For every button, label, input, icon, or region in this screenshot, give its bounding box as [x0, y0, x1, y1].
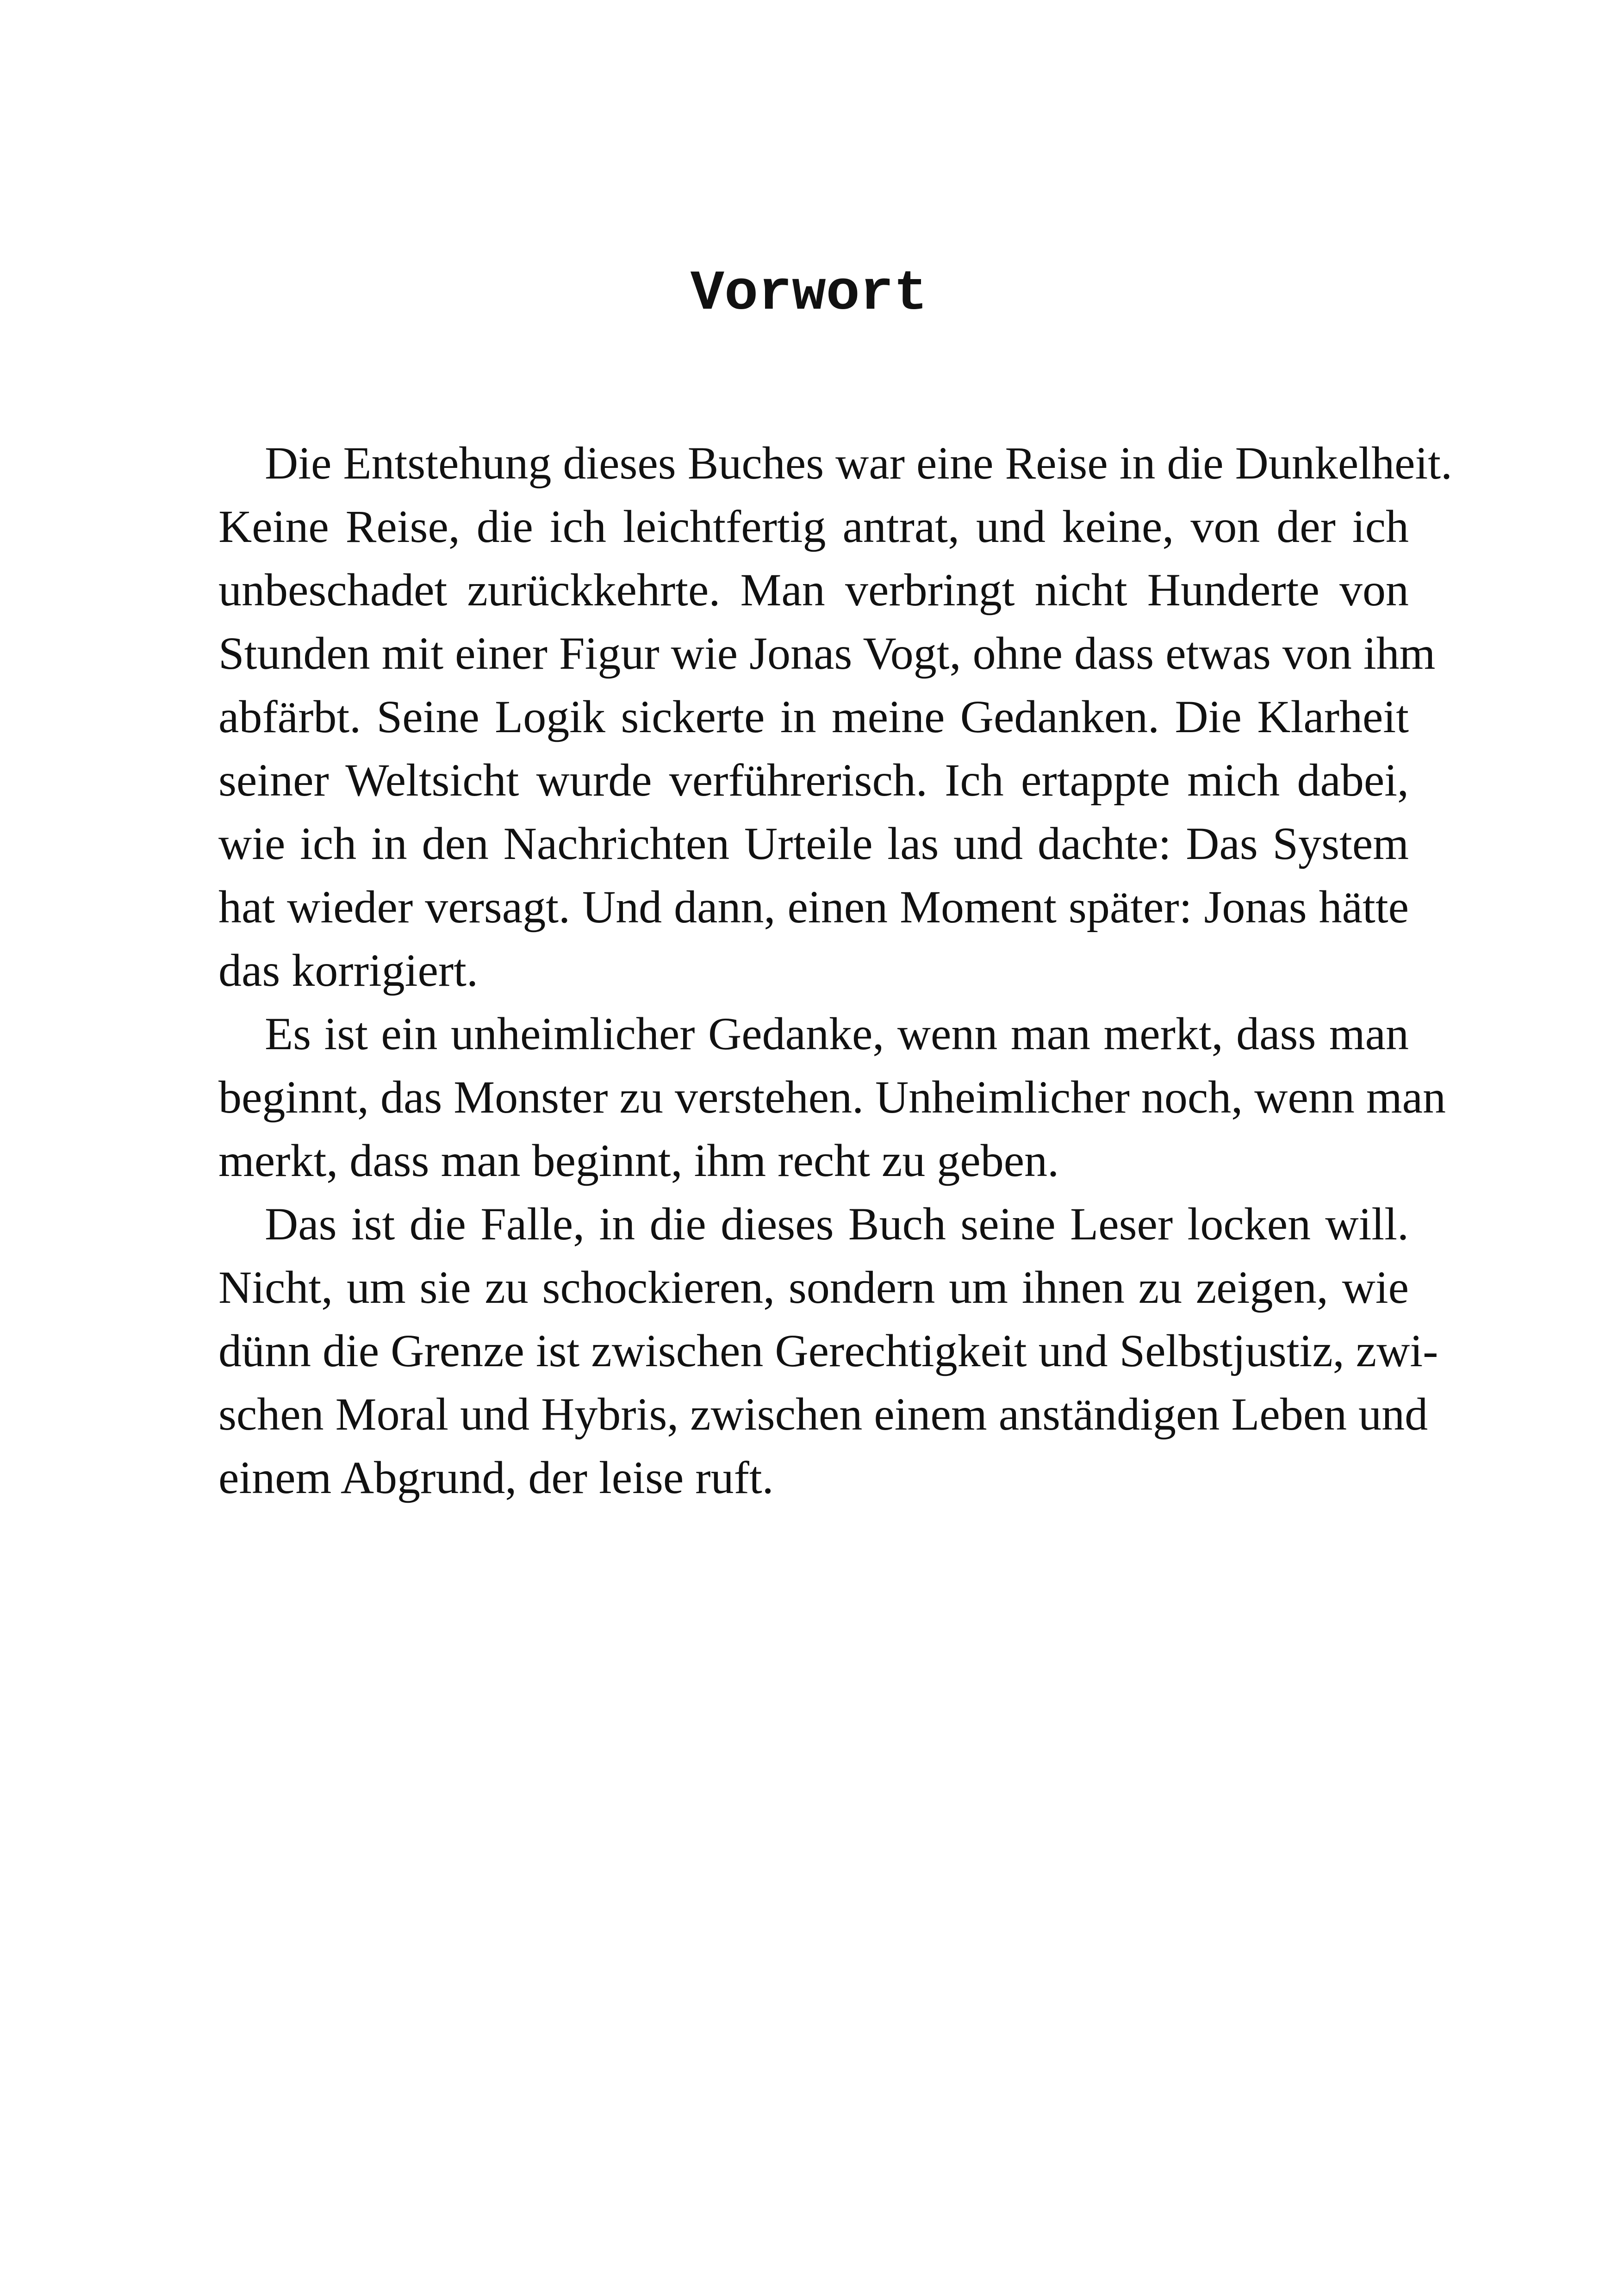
text-line: das korrigiert.: [218, 945, 478, 996]
text-line: merkt, dass man beginnt, ihm recht zu geben.: [218, 1135, 1059, 1186]
text-line: Keine Reise, die ich leichtfertig antrat, und keine, von der ich: [218, 501, 1409, 552]
text-line: dünn die Grenze ist zwischen Gerechtigkeit und Selbstjustiz, zwi-: [218, 1325, 1438, 1376]
text-line: unbeschadet zurückkehrte. Man verbringt nicht Hunderte von: [218, 564, 1409, 616]
text-line: einem Abgrund, der leise ruft.: [218, 1452, 774, 1503]
text-line: Es ist ein unheimlicher Gedanke, wenn man merkt, dass man: [265, 1008, 1409, 1059]
text-line: Die Entstehung dieses Buches war eine Reise in die Dunkelheit.: [265, 437, 1453, 489]
text-line: abfärbt. Seine Logik sickerte in meine Gedanken. Die Klarheit: [218, 691, 1409, 742]
text-line: beginnt, das Monster zu verstehen. Unheimlicher noch, wenn man: [218, 1071, 1446, 1123]
text-line: Stunden mit einer Figur wie Jonas Vogt, ohne dass etwas von ihm: [218, 628, 1436, 679]
text-line: Das ist die Falle, in die dieses Buch seine Leser locken will.: [265, 1198, 1409, 1250]
text-line: seiner Weltsicht wurde verführerisch. Ich ertappte mich dabei,: [218, 754, 1409, 806]
document-body: [218, 431, 1453, 1509]
paragraph: [218, 431, 1453, 1002]
page-title: Vorwort: [690, 261, 928, 326]
paragraph: [218, 1002, 1446, 1192]
text-line: wie ich in den Nachrichten Urteile las und dachte: Das System: [218, 818, 1409, 869]
text-line: Nicht, um sie zu schockieren, sondern um ihnen zu zeigen, wie: [218, 1262, 1409, 1313]
text-line: hat wieder versagt. Und dann, einen Moment später: Jonas hätte: [218, 881, 1409, 933]
text-line: schen Moral und Hybris, zwischen einem anständigen Leben und: [218, 1388, 1428, 1440]
paragraph: [218, 1192, 1438, 1509]
